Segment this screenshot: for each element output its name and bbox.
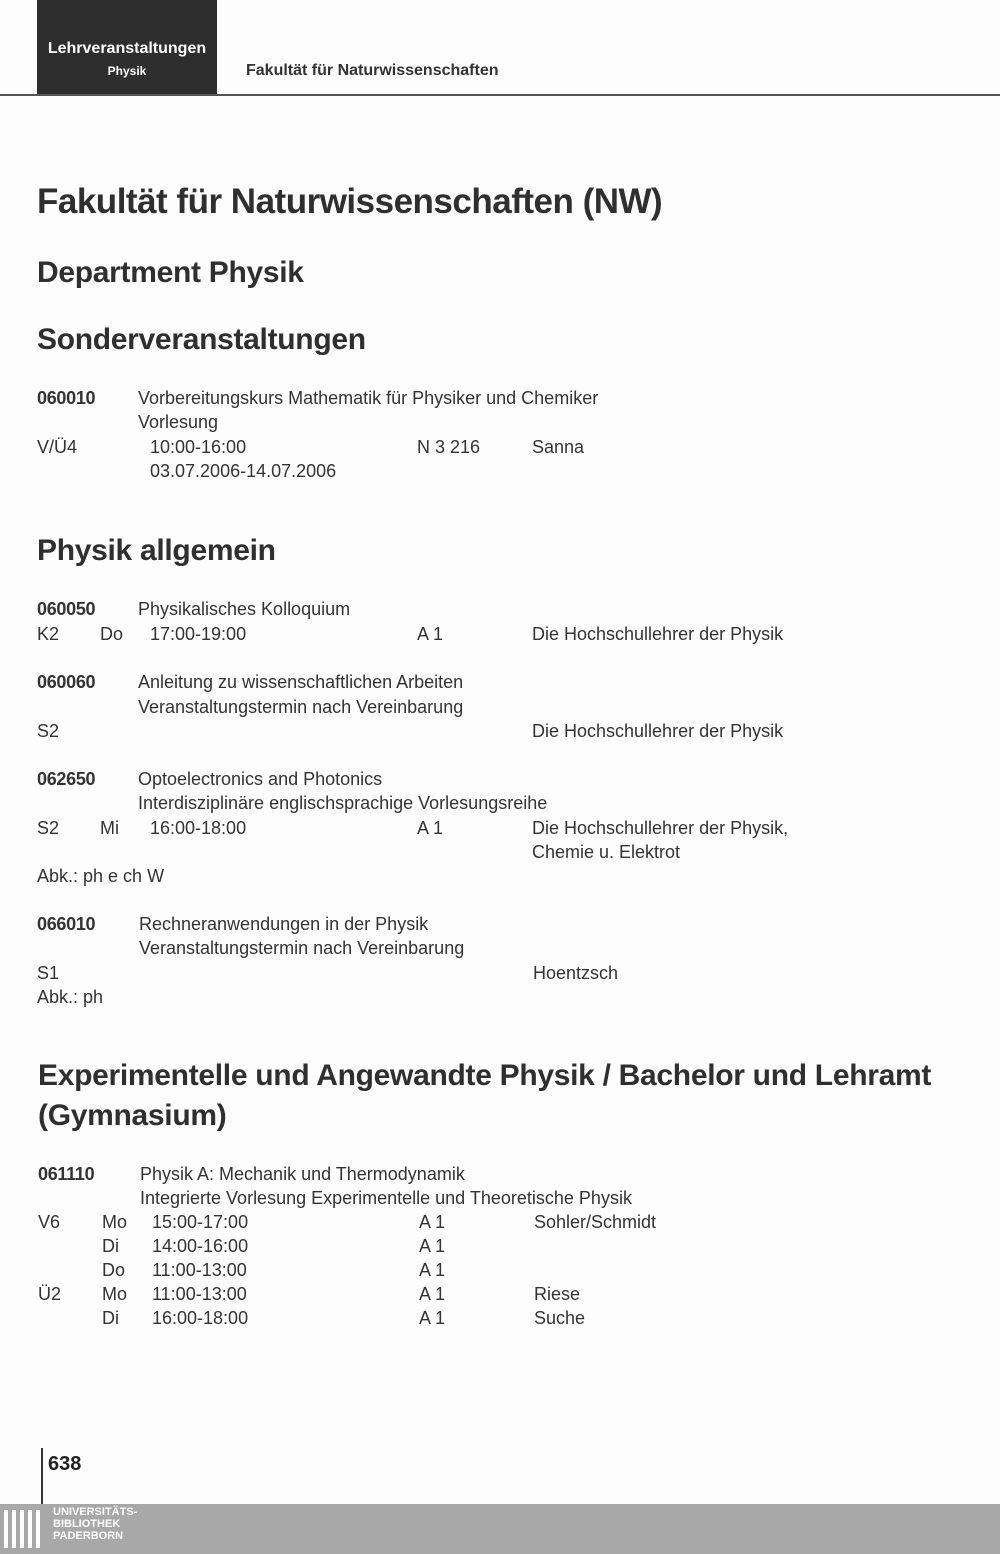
- session-room: A 1: [419, 1236, 446, 1256]
- course-time: 16:00-18:00: [150, 818, 247, 838]
- header-tab: [37, 0, 217, 95]
- course-code: 060010: [37, 388, 96, 408]
- course-type: S2: [37, 721, 60, 741]
- course-lecturer: Hoentzsch: [533, 963, 619, 983]
- course-subtitle: Veranstaltungstermin nach Vereinbarung: [139, 938, 465, 958]
- session-time: 11:00-13:00: [152, 1260, 247, 1280]
- course-lecturer-line2: Chemie u. Elektrot: [532, 842, 681, 862]
- session-day: Do: [102, 1260, 126, 1280]
- library-name-line3: PADERBORN: [53, 1530, 124, 1542]
- course-subtitle: Veranstaltungstermin nach Vereinbarung: [138, 697, 464, 717]
- course-day: Do: [100, 624, 124, 644]
- session-day: Di: [102, 1308, 119, 1328]
- course-room: N 3 216: [417, 437, 481, 457]
- header-divider: [0, 94, 1000, 96]
- library-footer: [0, 1504, 1000, 1554]
- section-heading: Sonderveranstaltungen: [37, 323, 366, 356]
- course-lecturer: Die Hochschullehrer der Physik: [532, 624, 784, 644]
- course-code: 060060: [37, 672, 96, 692]
- course-code: 061110: [38, 1164, 95, 1184]
- course-subtitle: Vorlesung: [138, 412, 219, 432]
- header-faculty: Fakultät für Naturwissenschaften: [246, 62, 499, 79]
- section-heading: Experimentelle und Angewandte Physik / Bachelor und Lehramt (Gymnasium): [38, 1059, 932, 1132]
- library-name: [53, 1506, 137, 1542]
- session-day: Mo: [102, 1284, 128, 1304]
- course-time: 10:00-16:00: [150, 437, 247, 457]
- course-type: V/Ü4: [37, 437, 78, 457]
- session-type: Ü2: [38, 1284, 62, 1304]
- library-logo-icon: [4, 1510, 44, 1550]
- library-name-line2: BIBLIOTHEK: [53, 1518, 121, 1530]
- course-subtitle: Integrierte Vorlesung Experimentelle und Theoretische Physik: [140, 1188, 632, 1208]
- library-name-line1: UNIVERSITÄTS-: [53, 1506, 138, 1518]
- session-room: A 1: [419, 1284, 446, 1304]
- session-time: 16:00-18:00: [152, 1308, 249, 1328]
- course-title: Vorbereitungskurs Mathematik für Physiker und Chemiker: [138, 388, 599, 408]
- course-room: A 1: [417, 624, 444, 644]
- course-day: Mi: [100, 818, 119, 838]
- course-time: 17:00-19:00: [150, 624, 247, 644]
- course-title: Rechneranwendungen in der Physik: [139, 914, 429, 934]
- course-lecturer: Sanna: [532, 437, 585, 457]
- course-type: K2: [37, 624, 60, 644]
- course-type: S2: [37, 818, 60, 838]
- course-title: Physikalisches Kolloquium: [138, 599, 351, 619]
- course-title: Physik A: Mechanik und Thermodynamik: [140, 1164, 465, 1184]
- course-abbreviation: Abk.: ph e ch W: [37, 866, 165, 886]
- session-room: A 1: [419, 1260, 446, 1280]
- page-title: Fakultät für Naturwissenschaften (NW): [37, 182, 663, 221]
- course-code: 062650: [37, 769, 96, 789]
- course-dates: 03.07.2006-14.07.2006: [150, 461, 337, 481]
- course-code: 060050: [37, 599, 96, 619]
- session-room: A 1: [419, 1308, 446, 1328]
- session-type: V6: [38, 1212, 61, 1232]
- session-time: 11:00-13:00: [152, 1284, 247, 1304]
- session-lecturer: Suche: [534, 1308, 586, 1328]
- course-title: Optoelectronics and Photonics: [138, 769, 383, 789]
- section-heading: Physik allgemein: [37, 534, 276, 567]
- session-day: Di: [102, 1236, 119, 1256]
- course-subtitle: Interdisziplinäre englischsprachige Vorlesungsreihe: [138, 793, 548, 813]
- session-room: A 1: [419, 1212, 446, 1232]
- course-room: A 1: [417, 818, 444, 838]
- department-heading: Department Physik: [37, 256, 304, 289]
- course-lecturer: Die Hochschullehrer der Physik: [532, 721, 784, 741]
- course-type: S1: [37, 963, 60, 983]
- session-time: 14:00-16:00: [152, 1236, 249, 1256]
- page-number: 638: [48, 1453, 82, 1475]
- course-lecturer: Die Hochschullehrer der Physik,: [532, 818, 789, 838]
- page-number-rule: [41, 1448, 43, 1504]
- course-title: Anleitung zu wissenschaftlichen Arbeiten: [138, 672, 464, 692]
- session-time: 15:00-17:00: [152, 1212, 249, 1232]
- session-lecturer: Sohler/Schmidt: [534, 1212, 657, 1232]
- course-abbreviation: Abk.: ph: [37, 987, 104, 1007]
- header-tab-subtitle: Physik: [107, 64, 147, 78]
- header-tab-title: Lehrveranstaltungen: [47, 40, 207, 57]
- course-code: 066010: [37, 914, 96, 934]
- session-day: Mo: [102, 1212, 128, 1232]
- session-lecturer: Riese: [534, 1284, 581, 1304]
